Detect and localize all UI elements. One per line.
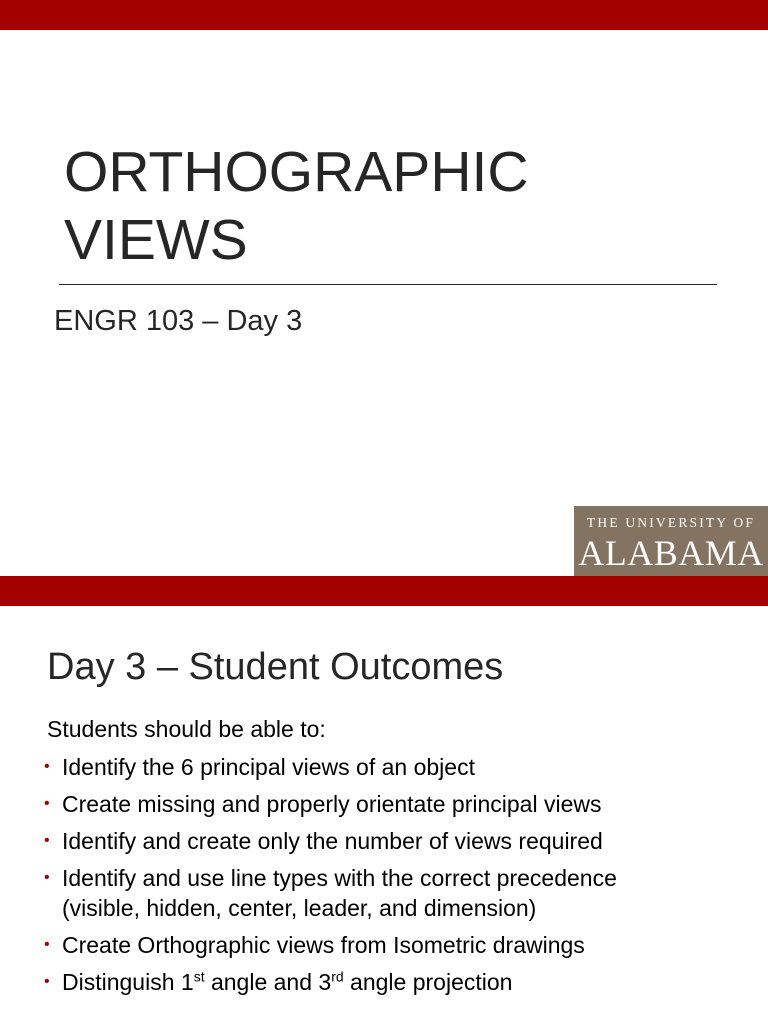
bullet-icon: • <box>44 936 50 953</box>
bullet-icon: • <box>44 795 50 812</box>
list-item-text: Identify and create only the number of views required <box>62 828 603 854</box>
university-logo <box>574 506 768 576</box>
title-divider <box>59 284 717 285</box>
list-item-text: Create missing and properly orientate principal views <box>62 791 602 817</box>
logo-line-1: THE UNIVERSITY OF <box>586 515 756 530</box>
bullet-icon: • <box>44 973 50 990</box>
list-item <box>44 752 744 782</box>
list-item-text: Identify and use line types with the correct precedence <box>62 865 617 891</box>
list-item-text: Identify the 6 principal views of an object <box>62 754 475 780</box>
bullet-icon: • <box>44 832 50 849</box>
top-accent-bar <box>0 0 768 30</box>
ordinal-suffix-st: st <box>193 968 205 985</box>
list-item <box>44 967 744 997</box>
list-item <box>44 789 744 819</box>
list-item <box>44 863 744 923</box>
list-item-text: Create Orthographic views from Isometric drawings <box>62 932 585 958</box>
list-item-text-middle: angle and 3 <box>204 969 332 995</box>
outcomes-slide <box>0 576 768 1024</box>
slide-title-line-2: VIEWS <box>64 208 248 272</box>
list-item <box>44 826 744 856</box>
outcomes-intro: Students should be able to: <box>47 716 326 742</box>
list-item-text-continued: (visible, hidden, center, leader, and dimension) <box>62 895 537 921</box>
bullet-icon: • <box>44 758 50 775</box>
list-item-text-prefix: Distinguish 1 <box>62 969 194 995</box>
outcomes-list <box>44 752 744 1004</box>
list-item <box>44 930 744 960</box>
slide-subtitle: ENGR 103 – Day 3 <box>54 305 303 337</box>
outcomes-title: Day 3 – Student Outcomes <box>47 646 504 688</box>
ordinal-suffix-rd: rd <box>331 968 344 985</box>
list-item-text-suffix: angle projection <box>343 969 513 995</box>
slide-title <box>64 138 724 274</box>
logo-line-2: ALABAMA <box>578 533 764 573</box>
bullet-icon: • <box>44 869 50 886</box>
top-accent-bar <box>0 576 768 606</box>
slide-title-line-1: ORTHOGRAPHIC <box>64 140 529 204</box>
